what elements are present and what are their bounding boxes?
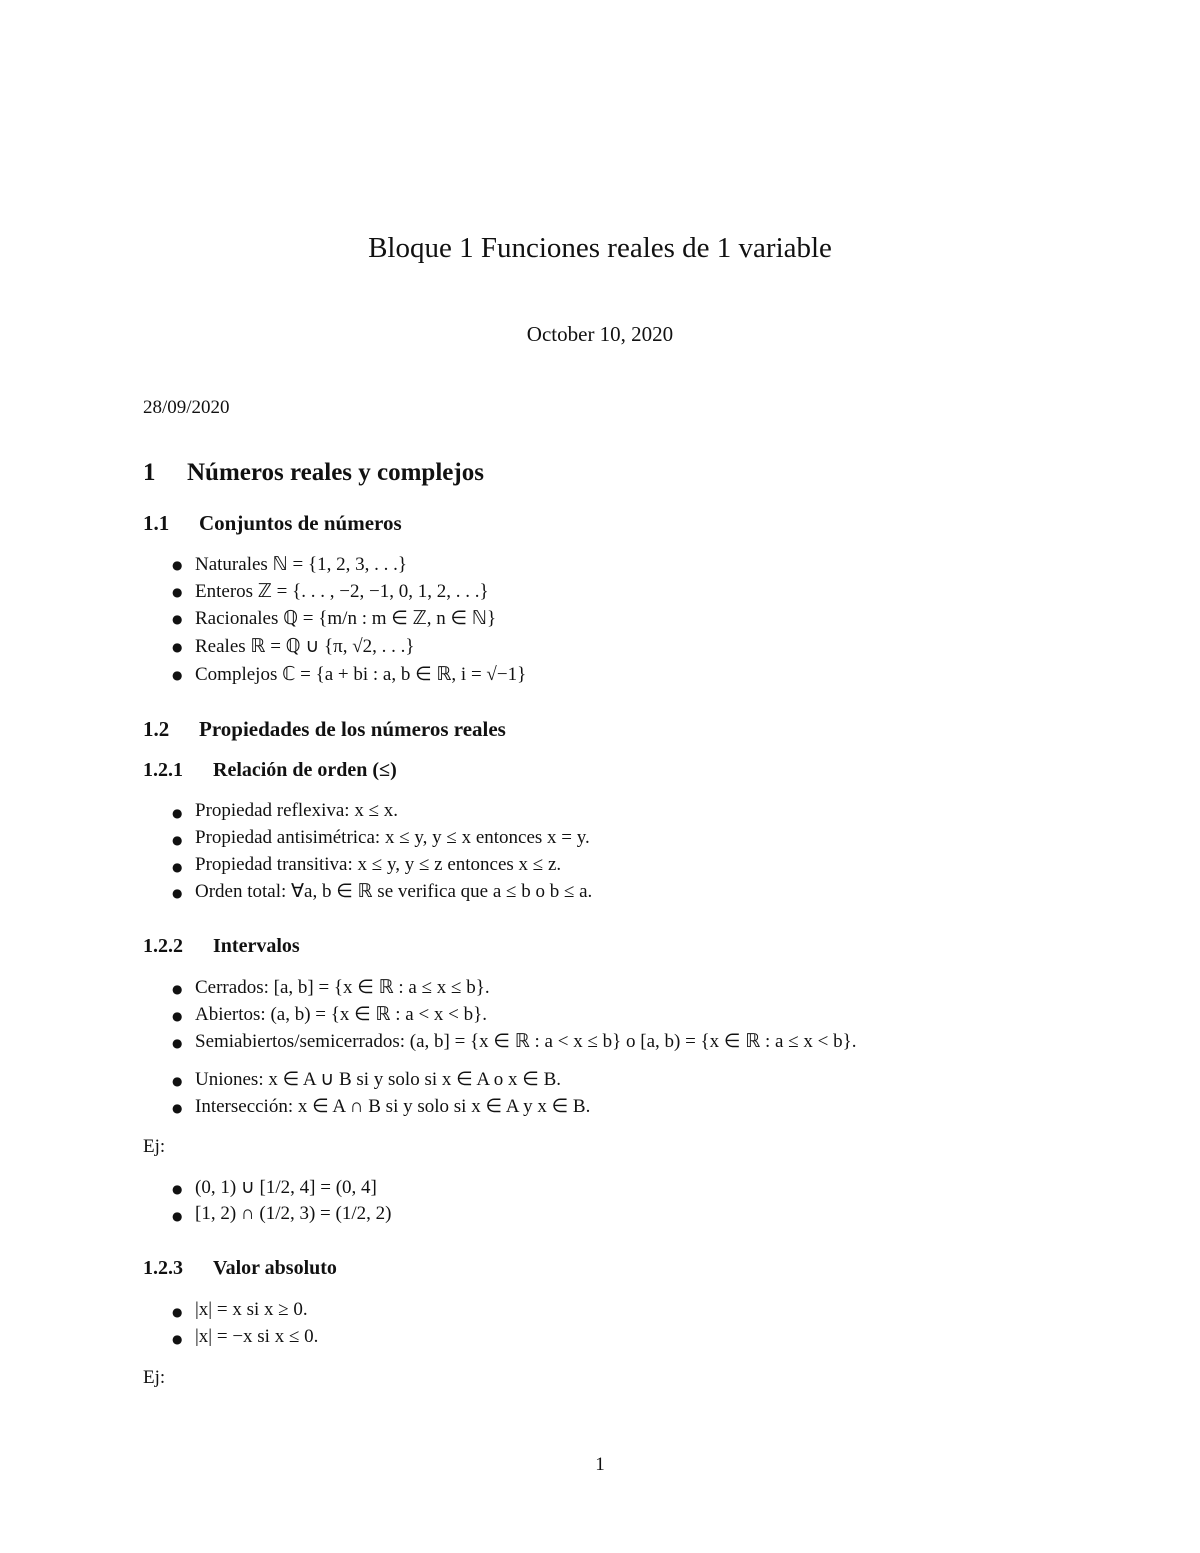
list-item: Abiertos: (a, b) = {x ∈ ℝ : a < x < b}. (195, 1004, 487, 1025)
list-item: |x| = x si x ≥ 0. (195, 1299, 308, 1320)
section-number: 1 (143, 459, 156, 486)
subsubsection-heading (143, 935, 300, 958)
subsubsection-heading (143, 759, 397, 782)
subsection-number: 1.1 (143, 511, 170, 535)
bullet-icon: ● (172, 1009, 183, 1023)
bullet-icon: ● (172, 860, 183, 874)
bullet-icon: ● (172, 1182, 183, 1196)
list-item: Cerrados: [a, b] = {x ∈ ℝ : a ≤ x ≤ b}. (195, 977, 490, 998)
bullet-icon: ● (172, 640, 183, 654)
session-date: 28/09/2020 (143, 397, 230, 418)
list-item: Racionales ℚ = {m/n : m ∈ ℤ, n ∈ ℕ} (195, 608, 497, 629)
list-item: |x| = −x si x ≤ 0. (195, 1326, 319, 1347)
subsubsection-heading (143, 1257, 337, 1280)
bullet-icon: ● (172, 1036, 183, 1050)
list-item: Orden total: ∀a, b ∈ ℝ se verifica que a ≤ b o b ≤ a. (195, 881, 593, 902)
subsection-heading (143, 511, 402, 536)
list-item: Semiabiertos/semicerrados: (a, b] = {x ∈ ℝ : a < x ≤ b} o [a, b) = {x ∈ ℝ : a ≤ x < b}. (195, 1031, 857, 1052)
bullet-icon: ● (172, 668, 183, 682)
list-item: Uniones: x ∈ A ∪ B si y solo si x ∈ A o x ∈ B. (195, 1069, 562, 1090)
bullet-icon: ● (172, 558, 183, 572)
document-title: Bloque 1 Funciones reales de 1 variable (368, 232, 832, 264)
list-item: Enteros ℤ = {. . . , −2, −1, 0, 1, 2, . . .} (195, 581, 489, 602)
subsection-title: Conjuntos de números (199, 511, 402, 535)
section-title: Números reales y complejos (187, 459, 484, 486)
bullet-icon: ● (172, 1332, 183, 1346)
bullet-icon: ● (172, 982, 183, 996)
list-item: Reales ℝ = ℚ ∪ {π, √2, . . .} (195, 636, 415, 657)
bullet-icon: ● (172, 833, 183, 847)
list-item: Intersección: x ∈ A ∩ B si y solo si x ∈ A y x ∈ B. (195, 1096, 591, 1117)
bullet-icon: ● (172, 1074, 183, 1088)
bullet-icon: ● (172, 1209, 183, 1223)
list-item: Complejos ℂ = {a + bi : a, b ∈ ℝ, i = √−1} (195, 664, 527, 685)
subsection-heading (143, 717, 506, 742)
example-item: [1, 2) ∩ (1/2, 3) = (1/2, 2) (195, 1203, 392, 1224)
bullet-icon: ● (172, 806, 183, 820)
subsubsection-number: 1.2.2 (143, 935, 183, 957)
subsubsection-number: 1.2.1 (143, 759, 183, 781)
document-date: October 10, 2020 (526, 322, 674, 346)
bullet-icon: ● (172, 1101, 183, 1115)
subsubsection-title: Relación de orden (≤) (213, 759, 397, 781)
subsubsection-number: 1.2.3 (143, 1257, 183, 1279)
list-item: Propiedad antisimétrica: x ≤ y, y ≤ x entonces x = y. (195, 827, 590, 848)
page-number: 1 (595, 1454, 605, 1475)
list-item: Naturales ℕ = {1, 2, 3, . . .} (195, 554, 407, 575)
subsubsection-title: Valor absoluto (213, 1257, 337, 1279)
bullet-icon: ● (172, 585, 183, 599)
example-label: Ej: (143, 1136, 166, 1157)
subsection-title: Propiedades de los números reales (199, 717, 506, 741)
bullet-icon: ● (172, 612, 183, 626)
list-item: Propiedad reflexiva: x ≤ x. (195, 800, 399, 821)
section-heading (143, 459, 484, 487)
example-label: Ej: (143, 1367, 166, 1388)
subsubsection-title: Intervalos (213, 935, 300, 957)
list-item: Propiedad transitiva: x ≤ y, y ≤ z entonces x ≤ z. (195, 854, 562, 875)
bullet-icon: ● (172, 886, 183, 900)
example-item: (0, 1) ∪ [1/2, 4] = (0, 4] (195, 1177, 377, 1198)
subsection-number: 1.2 (143, 717, 170, 741)
bullet-icon: ● (172, 1305, 183, 1319)
